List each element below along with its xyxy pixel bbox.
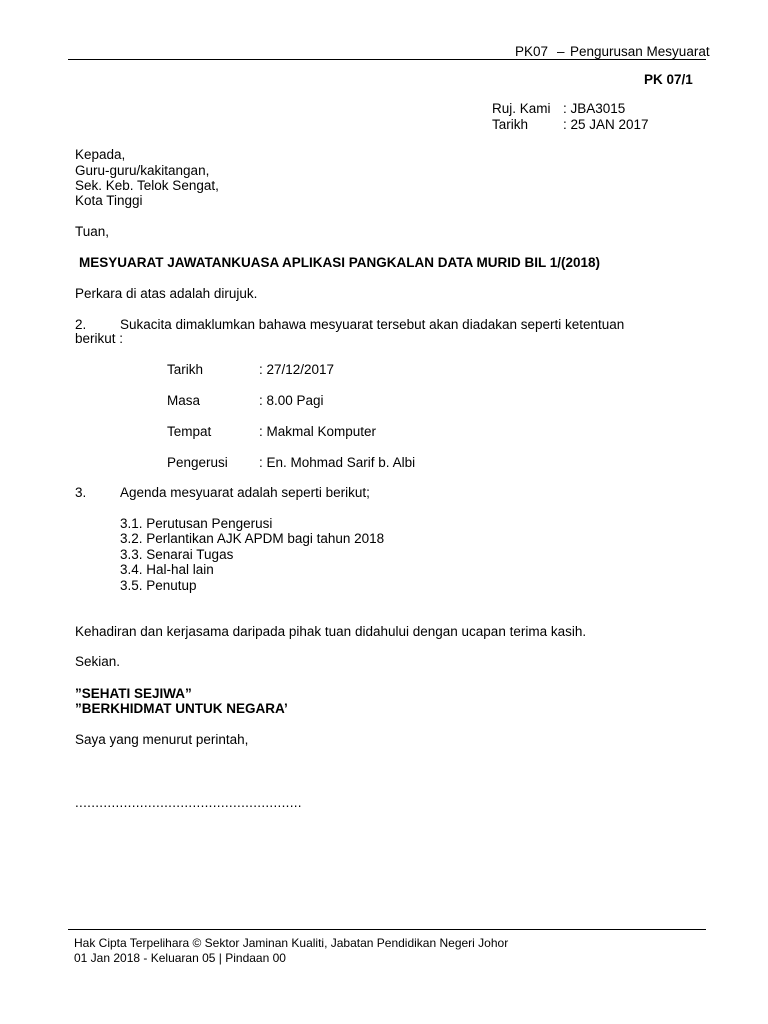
detail-label: Pengerusi (167, 455, 228, 470)
agenda-item: 3.4. Hal-hal lain (120, 562, 214, 577)
closing-paragraph: Kehadiran dan kerjasama daripada pihak tuan didahului dengan ucapan terima kasih. (75, 624, 587, 639)
footer-copyright: Hak Cipta Terpelihara © Sektor Jaminan Kualiti, Jabatan Pendidikan Negeri Johor (74, 936, 509, 950)
sekian: Sekian. (75, 654, 121, 669)
paragraph-3-number: 3. (75, 485, 87, 500)
ref-label: Ruj. Kami (492, 101, 551, 116)
paragraph-2-number: 2. (75, 317, 87, 332)
header-separator: – (557, 44, 565, 59)
detail-label: Tarikh (167, 362, 204, 377)
subject-title: MESYUARAT JAWATANKUASA APLIKASI PANGKALAN DATA MURID BIL 1/(2018) (79, 255, 601, 270)
detail-value: : 8.00 Pagi (259, 393, 324, 408)
header-doc-title: Pengurusan Mesyuarat (570, 44, 710, 59)
agenda-item: 3.5. Penutup (120, 578, 197, 593)
agenda-item: 3.2. Perlantikan AJK APDM bagi tahun 2018 (120, 531, 385, 546)
salutation: Tuan, (75, 224, 110, 239)
agenda-item: 3.3. Senarai Tugas (120, 547, 234, 562)
ref-value: : JBA3015 (563, 101, 626, 116)
footer-version: 01 Jan 2018 - Keluaran 05 | Pindaan 00 (74, 951, 286, 965)
header-doc-code: PK07 (515, 44, 549, 59)
detail-value: : Makmal Komputer (259, 424, 377, 439)
header-rule (68, 59, 706, 60)
recipient-line: Guru-guru/kakitangan, (75, 163, 210, 178)
footer-rule (68, 929, 706, 930)
detail-label: Masa (167, 393, 201, 408)
detail-label: Tempat (167, 424, 212, 439)
paragraph-3-text: Agenda mesyuarat adalah seperti berikut; (120, 485, 370, 500)
paragraph-2-text: Sukacita dimaklumkan bahawa mesyuarat tersebut akan diadakan seperti ketentuan (120, 317, 625, 332)
motto-line-1: ”SEHATI SEJIWA” (75, 686, 192, 701)
date-label: Tarikh (492, 117, 529, 132)
signature-line: ........................................................ (75, 795, 302, 810)
signoff: Saya yang menurut perintah, (75, 732, 249, 747)
detail-value: : 27/12/2017 (259, 362, 335, 377)
recipient-line: Sek. Keb. Telok Sengat, (75, 178, 219, 193)
motto-line-2: ”BERKHIDMAT UNTUK NEGARA’ (75, 701, 288, 716)
paragraph-1: Perkara di atas adalah dirujuk. (75, 286, 258, 301)
recipient-line: Kota Tinggi (75, 193, 143, 208)
form-number: PK 07/1 (644, 72, 693, 87)
recipient-line: Kepada, (75, 147, 126, 162)
paragraph-2-text-cont: berikut : (75, 331, 124, 346)
agenda-item: 3.1. Perutusan Pengerusi (120, 516, 273, 531)
detail-value: : En. Mohmad Sarif b. Albi (259, 455, 416, 470)
date-value: : 25 JAN 2017 (563, 117, 649, 132)
